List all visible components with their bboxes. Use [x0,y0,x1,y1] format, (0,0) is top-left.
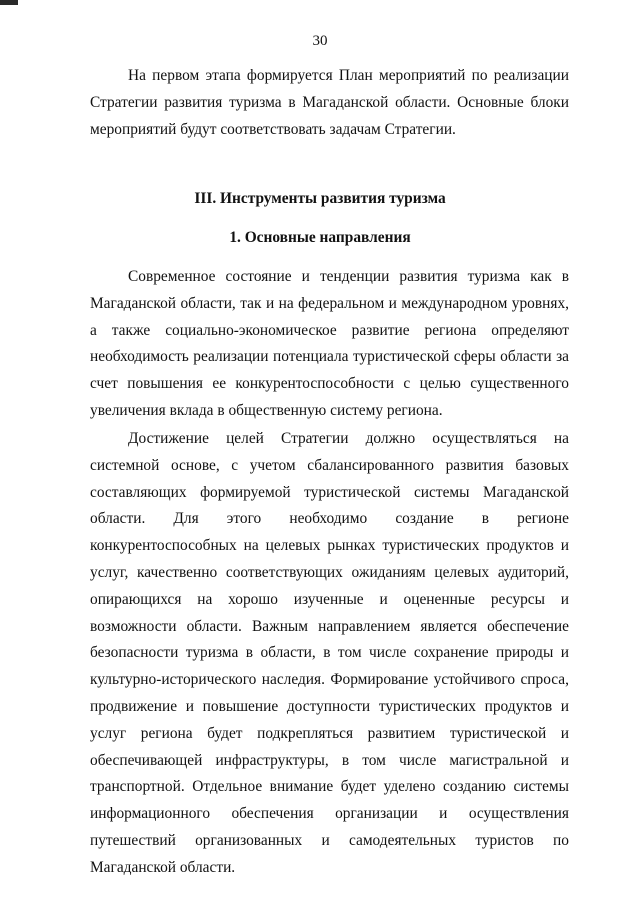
intro-paragraph: На первом этапа формируется План мероприятий по реализации Стратегии развития туризма в Магаданской области. Основные блоки мероприятий будут соответствовать задачам Стратегии. [90,67,569,138]
page-number: 30 [312,33,328,49]
scan-corner-mark [0,0,18,5]
body-paragraph-current-state: Современное состояние и тенденции развития туризма как в Магаданской области, так и на федеральном и международном уровнях, а также социально-экономическое развитие региона определяют необходимость реализации потенциала туристической сферы области за счет повышения ее конкурентоспособности с целью существенного увеличения вклада в общественную систему региона. [90,268,569,419]
subsection-title: 1. Основные направления [229,229,411,246]
section-title: III. Инструменты развития туризма [194,190,446,207]
body-paragraph-strategy-goals: Достижение целей Стратегии должно осуществляться на системной основе, с учетом сбалансированного развития базовых составляющих формируемой туристической системы Магаданской области. Для этого необходимо создание в регионе конкурентоспособных на целевых рынках туристических продуктов и услуг, качественно соответствующих ожиданиям целевых аудиторий, опирающихся на хорошо изученные и оцененные ресурсы и возможности области. Важным направлением является обеспечение безопасности туризма в области, в том числе сохранение природы и культурно-исторического наследия. Формирование устойчивого спроса, продвижение и повышение доступности туристических продуктов и услуг региона будет подкрепляться развитием туристической и обеспечивающей инфраструктуры, в том числе магистральной и транспортной. Отдельное внимание будет уделено созданию системы информационного обеспечения организации и осуществления путешествий организованных и самодеятельных туристов по Магаданской области. [90,430,569,876]
